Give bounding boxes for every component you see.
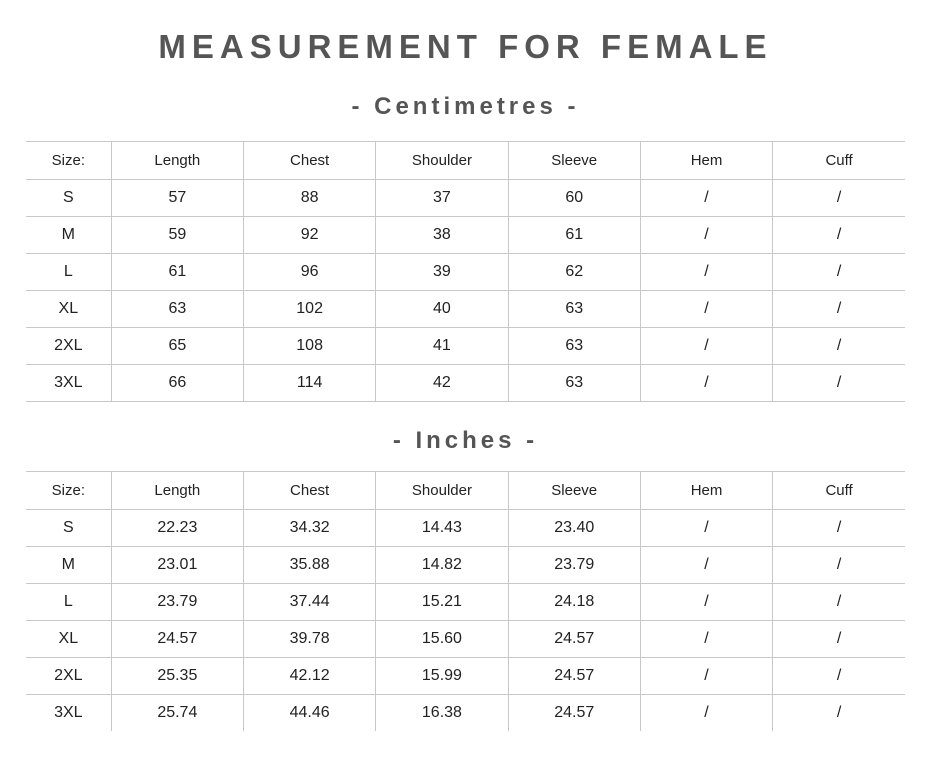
- table-header-row: [26, 142, 905, 180]
- measurement-cell: /: [773, 180, 905, 217]
- size-label-cell: XL: [26, 621, 111, 658]
- measurement-cell: /: [773, 584, 905, 621]
- measurement-cell: 96: [243, 254, 375, 291]
- column-header: Hem: [640, 142, 772, 180]
- column-header: Chest: [243, 472, 375, 510]
- table-row: [26, 695, 905, 732]
- centimetres-size-table: [26, 141, 905, 402]
- measurement-cell: 16.38: [376, 695, 508, 732]
- measurement-cell: 15.60: [376, 621, 508, 658]
- measurement-cell: /: [773, 254, 905, 291]
- measurement-cell: /: [640, 547, 772, 584]
- measurement-cell: 23.79: [111, 584, 243, 621]
- measurement-cell: /: [640, 328, 772, 365]
- size-label-cell: M: [26, 547, 111, 584]
- measurement-cell: 15.21: [376, 584, 508, 621]
- measurement-cell: /: [640, 254, 772, 291]
- measurement-cell: 61: [111, 254, 243, 291]
- column-header: Shoulder: [376, 142, 508, 180]
- table-row: [26, 658, 905, 695]
- column-header: Length: [111, 472, 243, 510]
- column-header: Sleeve: [508, 472, 640, 510]
- measurement-cell: 88: [243, 180, 375, 217]
- measurement-cell: /: [773, 365, 905, 402]
- measurement-cell: 108: [243, 328, 375, 365]
- measurement-cell: 22.23: [111, 510, 243, 547]
- measurement-cell: 38: [376, 217, 508, 254]
- table-header-row: [26, 472, 905, 510]
- measurement-cell: 59: [111, 217, 243, 254]
- page-title: MEASUREMENT FOR FEMALE: [158, 28, 773, 65]
- inches-size-table: [26, 471, 905, 731]
- measurement-cell: 102: [243, 291, 375, 328]
- size-label-cell: L: [26, 584, 111, 621]
- table-row: [26, 365, 905, 402]
- size-label-cell: S: [26, 180, 111, 217]
- measurement-cell: /: [640, 291, 772, 328]
- measurement-cell: 37.44: [243, 584, 375, 621]
- table-row: [26, 291, 905, 328]
- column-header: Hem: [640, 472, 772, 510]
- measurement-cell: 63: [508, 328, 640, 365]
- inches-section-title: - Inches -: [392, 427, 539, 454]
- measurement-cell: 35.88: [243, 547, 375, 584]
- measurement-cell: /: [773, 510, 905, 547]
- measurement-cell: 24.57: [508, 695, 640, 732]
- measurement-cell: 39.78: [243, 621, 375, 658]
- table-row: [26, 547, 905, 584]
- measurement-cell: 34.32: [243, 510, 375, 547]
- measurement-cell: 23.01: [111, 547, 243, 584]
- measurement-cell: 41: [376, 328, 508, 365]
- measurement-cell: 60: [508, 180, 640, 217]
- measurement-cell: /: [773, 621, 905, 658]
- size-label-cell: M: [26, 217, 111, 254]
- measurement-cell: 61: [508, 217, 640, 254]
- measurement-cell: 63: [508, 365, 640, 402]
- measurement-cell: 14.82: [376, 547, 508, 584]
- measurement-cell: 62: [508, 254, 640, 291]
- measurement-cell: 25.74: [111, 695, 243, 732]
- size-label-cell: 2XL: [26, 658, 111, 695]
- measurement-cell: /: [773, 658, 905, 695]
- measurement-cell: /: [773, 291, 905, 328]
- measurement-cell: /: [640, 658, 772, 695]
- measurement-cell: 15.99: [376, 658, 508, 695]
- measurement-cell: 24.18: [508, 584, 640, 621]
- measurement-cell: 23.40: [508, 510, 640, 547]
- table-row: [26, 584, 905, 621]
- column-header: Shoulder: [376, 472, 508, 510]
- table-row: [26, 217, 905, 254]
- centimetres-section-title: - Centimetres -: [351, 93, 580, 120]
- measurement-cell: 114: [243, 365, 375, 402]
- measurement-cell: 24.57: [508, 621, 640, 658]
- measurement-cell: /: [773, 695, 905, 732]
- measurement-cell: 66: [111, 365, 243, 402]
- table-row: [26, 328, 905, 365]
- size-label-cell: 3XL: [26, 695, 111, 732]
- measurement-cell: 23.79: [508, 547, 640, 584]
- measurement-cell: 63: [111, 291, 243, 328]
- measurement-cell: /: [640, 584, 772, 621]
- measurement-cell: /: [640, 695, 772, 732]
- size-label-cell: 3XL: [26, 365, 111, 402]
- column-header: Cuff: [773, 142, 905, 180]
- measurement-cell: /: [640, 180, 772, 217]
- measurement-cell: /: [773, 328, 905, 365]
- column-header: Size:: [26, 142, 111, 180]
- measurement-cell: 24.57: [508, 658, 640, 695]
- measurement-cell: 57: [111, 180, 243, 217]
- measurement-cell: /: [640, 217, 772, 254]
- measurement-cell: 44.46: [243, 695, 375, 732]
- measurement-cell: /: [773, 217, 905, 254]
- column-header: Length: [111, 142, 243, 180]
- table-row: [26, 254, 905, 291]
- size-label-cell: 2XL: [26, 328, 111, 365]
- measurement-cell: 25.35: [111, 658, 243, 695]
- measurement-cell: 63: [508, 291, 640, 328]
- measurement-cell: /: [773, 547, 905, 584]
- size-label-cell: L: [26, 254, 111, 291]
- measurement-cell: 24.57: [111, 621, 243, 658]
- table-row: [26, 180, 905, 217]
- size-label-cell: XL: [26, 291, 111, 328]
- measurement-cell: 92: [243, 217, 375, 254]
- measurement-cell: 40: [376, 291, 508, 328]
- measurement-cell: /: [640, 621, 772, 658]
- table-row: [26, 510, 905, 547]
- measurement-cell: 37: [376, 180, 508, 217]
- column-header: Size:: [26, 472, 111, 510]
- measurement-cell: /: [640, 510, 772, 547]
- column-header: Sleeve: [508, 142, 640, 180]
- measurement-cell: 65: [111, 328, 243, 365]
- measurement-cell: /: [640, 365, 772, 402]
- measurement-cell: 42: [376, 365, 508, 402]
- measurement-cell: 39: [376, 254, 508, 291]
- size-label-cell: S: [26, 510, 111, 547]
- measurement-cell: 42.12: [243, 658, 375, 695]
- table-row: [26, 621, 905, 658]
- column-header: Cuff: [773, 472, 905, 510]
- column-header: Chest: [243, 142, 375, 180]
- measurement-cell: 14.43: [376, 510, 508, 547]
